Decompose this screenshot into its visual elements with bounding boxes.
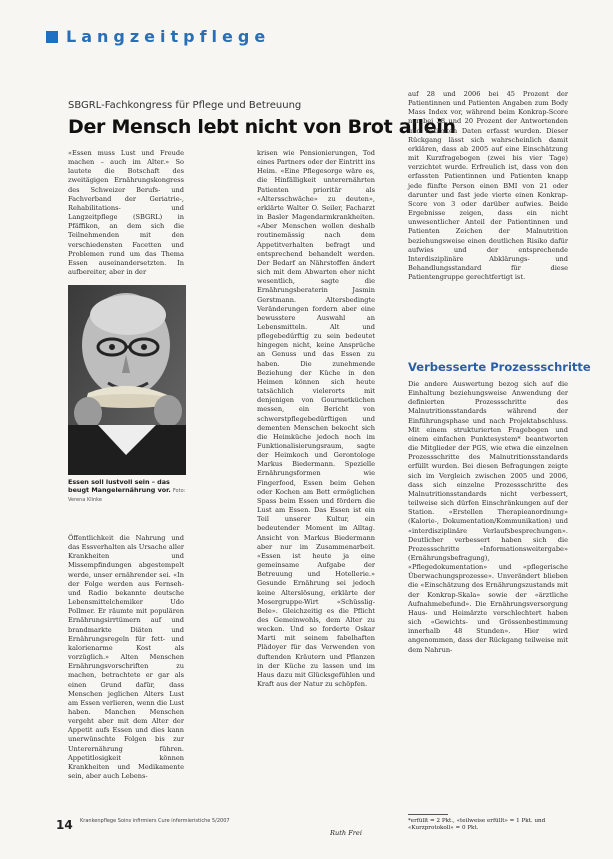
section-name: Langzeitpflege: [66, 27, 271, 46]
article-photo: [68, 285, 186, 475]
section-marker-icon: [46, 31, 58, 43]
footnote: *erfüllt = 2 Pkt., «teilweise erfüllt» = 1 Pkt. und «Kurzprotokoll» = 0 Pkt.: [408, 818, 546, 831]
paragraph: Die andere Auswertung bezog sich auf die Einhaltung beziehungsweise Anwendung der definierten Prozessschritte des Malnutritionsstandards während der Einführungsphase und nach Projektabschluss. Mit einem strukturierten Fragebogen und einem einfachen Punktesystem* beantworten die Mitglieder der PGS, wie etwa die einzelnen Prozessschritte des Malnutritionsstandards erfüllt wurden. Bei diesen Befragungen zeigte sich im Vergleich zwischen 2005 und 2006, dass sich einzelne Prozessschritte des Malnutritionsstandards nicht verbessert, teilweise sich dürfen Einschränkungen auf der Station. «Erstellen Therapieanordnung» (Kalorie-, Dokumentation/Kommunikation) und «interdisziplinäre Verlaufsbesprechungen». Deutlicher verbessert haben sich die Prozessschritte «Informationsweitergabe» (Ernährungsbefragung), «Pflegedokumentation» und «pflegerische Überwachungsprozesse». Unverändert blieben die «Einschätzung des Ernährungszustands mit der Konkrap-Skala» sowie der «ärztliche Aufnahmebefund». Die Ernährungsversorgung Haus- und Heimärzte verschlechtert haben sich «Gewichts- und Grössenbestimmung innerhalb 48 Stunden». Hier wird angenommen, dass der Rückgang teilweise mit dem Nahrun-: [408, 380, 568, 654]
paragraph: Öffentlichkeit die Nahrung und das Essverhalten als Ursache aller Krankheiten und Missempfindungen abgestempelt werde, unser ernährender sei. «In der Folge werden aus Fernseh- und Radio bekannte deutsche Lebensmittelchemiker Udo Pollmer. Er räumte mit populären Ernährungsirrtümern auf und brandmarkte Diäten und Ernährungsregeln für fett- und kalorienarme Kost als vorzüglich.» Alten Menschen Ernährungsvorschriften zu machen, betrachtete er gar als einen Grund dafür, dass Menschen jeglichen Alters Lust am Essen verlieren, wenn die Lust haben. Manchen Menschen vergeht aber mit dem Alter der Appetit aufs Essen und dies kann unerwünschte Folgen bis zur Unterernährung führen. Appetitlosigkeit können Krankheiten und Medikamente sein, aber auch Lebens-: [68, 534, 184, 781]
paragraph: auf 28 und 2006 bei 45 Prozent der Patientinnen und Patienten Angaben zum Body Mass Index vor, während beim Konkrap-Score nur bei 28 und 20 Prozent der Antwortenden und Patienten Daten erfasst wurden. Dieser Rückgang lässt sich wahrscheinlich damit erklären, dass ab 2005 auf eine Einschätzung mit Kurzfragebogen (zwei bis vier Tage) verzichtet wurde. Erfreulich ist, dass von den erfassten Patientinnen und Patienten knapp jede fünfte Person einen BMI von 21 oder darunter und fast jede vierte einen Konkrap-Score von 3 oder darüber aufwies. Beide Ergebnisse zeigen, dass ein nicht unwesentlicher Anteil der Patientinnen und Patienten Zeichen der Malnutrition beziehungsweise einen deutlichen Risiko dafür aufwies und der entsprechende Interdisziplinäre Abklärungs- und Behandlungsstandard für diese Patientengruppe gerechtfertigt ist.: [408, 90, 568, 282]
section-header: [46, 27, 270, 46]
journal-info: Krankenpflege Soins infirmiers Cure infermieristiche 5/2007: [80, 818, 230, 824]
caption-credit: Foto: Verena Klinke: [68, 488, 186, 504]
article-kicker: SBGRL-Fachkongress für Pflege und Betreuung: [68, 100, 302, 111]
elderly-man-eating-photo: [68, 285, 186, 475]
column-3-top-text: [408, 90, 568, 282]
column-3-bottom-text: [408, 380, 568, 655]
paragraph: «Essen muss Lust und Freude machen – auch im Alter.» So lautete die Botschaft des zweitägigen Ernährungskongress des Schweizer Berufs- und Fachverband der Geriatrie-, Rehabilitations- und Langzeitpflege (SBGRL) in Pfäffikon, an dem sich die Teilnehmenden mit den verschiedensten Facetten und Problemen rund um das Thema Essen auseinandersetzten. In aufbereiter, aber in der: [68, 149, 184, 277]
column-1-top-text: [68, 149, 184, 277]
caption-text: Essen soll lustvoll sein – das beugt Mangelernährung vor.: [68, 478, 171, 495]
article-headline: Der Mensch lebt nicht von Brot allein: [68, 116, 456, 138]
article-author: Ruth Frei: [330, 829, 362, 837]
footnote-divider: [408, 814, 448, 815]
paragraph: krisen wie Pensionierungen, Tod eines Partners oder der Eintritt ins Heim. «Eine Pflegesorge wäre es, die Hinfälligkeit unterernährten Patienten prioritär als «Altersschwäche» zu deuten», erklärte Walter O. Seiler, Facharzt in Basler Magendarmkrankheiten. «Aber Menschen wollen deshalb routinemässig nach dem Appetitverhalten befragt und entsprechend behandelt werden. Der Bedarf an Nährstoffen ändert sich mit dem Abwarten eher nicht wesentlich, sagte die Ernährungsberaterin Jasmin Gerstmann. Altersbedingte Veränderungen fordern aber eine bewusstere Auswahl an Lebensmitteln. Alt und pflegebedürftig zu sein bedeutet hingegen nicht, keine Ansprüche an Genuss und das Essen zu haben. Die zunehmende Beziehung der Küche in den Heimen können sich heute tatsächlich vielerorts mit denjenigen von Gourmetküchen messen, ein Bericht von schwerstpflegebedürftigen und dementen Menschen bekocht sich die Heimküche jedoch noch im Funktionalisierungsraum, sagte der Heimkoch und Gerontologe Markus Biedermann. Spezielle Ernährungsformen wie Fingerfood, Essen beim Gehen oder Kochen am Bett ermöglichen Spass beim Essen und fördern die Lust am Essen. Das Essen ist ein Teil unserer Kultur, ein bedeutender Moment im Alltag. Ansicht von Markus Biedermann aber nur im Zusammenarbeit. «Essen ist heute ja eine gemeinsame Aufgabe der Betreuung und Hotellerie.» Gesunde Ernährung sei jedoch keine Alterslösung, erklärte der Mosergruppe-Wirt «Schüsslig-Bele». Gleichzeitig es die Pflicht des Gemeinwohls, dem Alter zu wecken. Und so forderte Oskar Marti mit seinem fabelhaften Plädoyer für das Verwenden von duftenden Kräutern und Pflanzen in der Küche zu lassen und im Haus dazu mit Glücksgefühlen und Kraft aus der Natur zu schöpfen.: [257, 149, 375, 689]
page-number: 14: [56, 818, 73, 832]
photo-caption: [68, 478, 192, 505]
column-1-bottom-text: [68, 534, 184, 781]
column-2-text: [257, 149, 375, 689]
subheading: Verbesserte Prozessschritte: [408, 360, 591, 374]
